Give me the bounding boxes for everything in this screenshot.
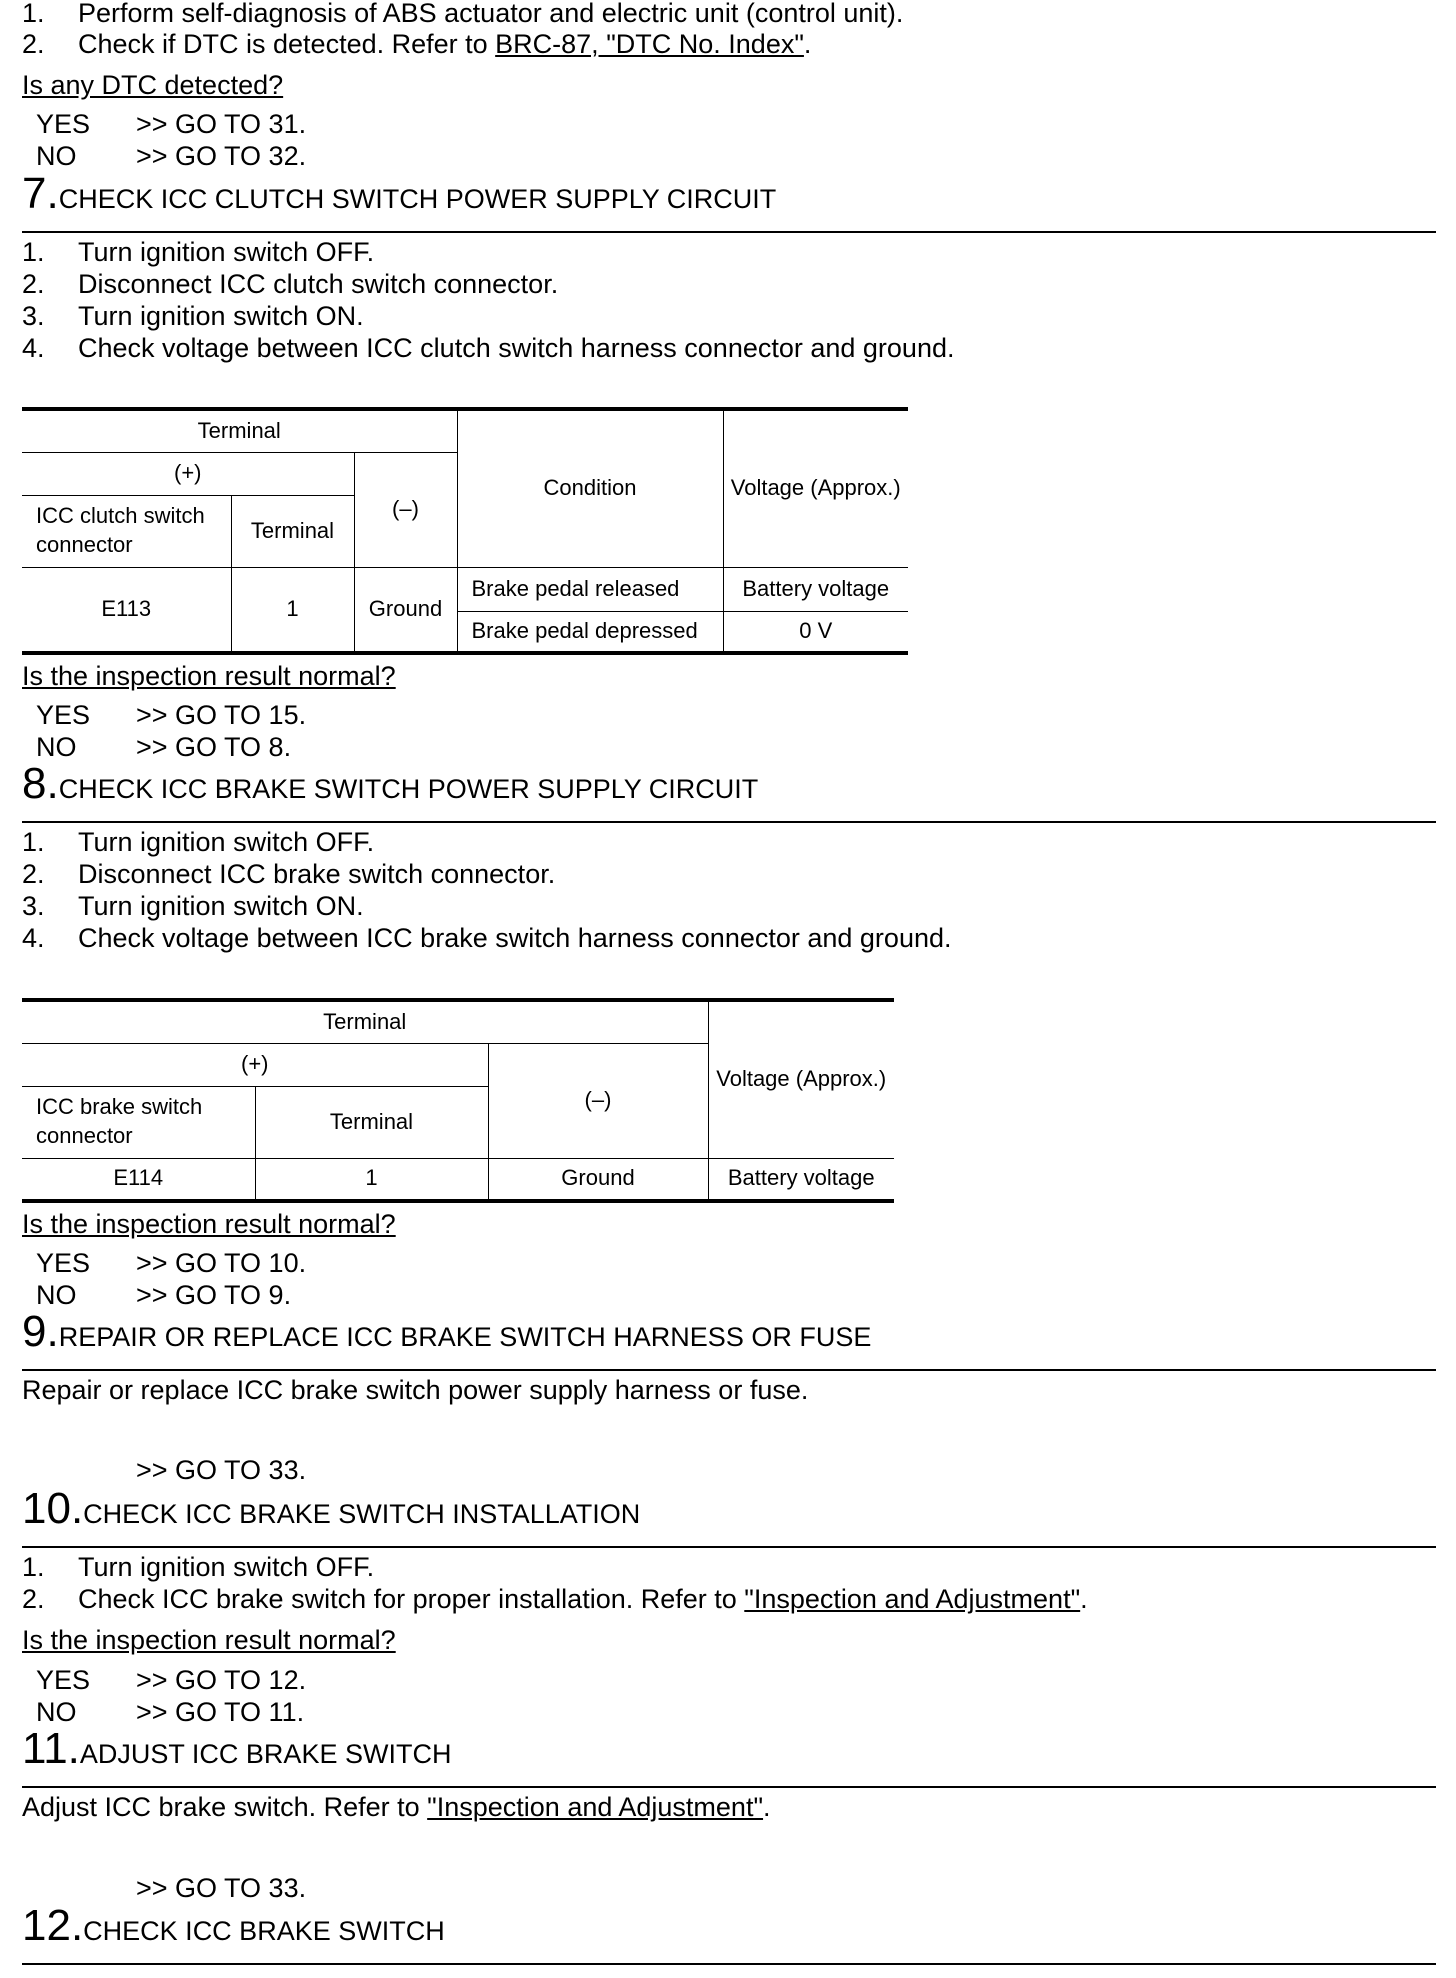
step-title: REPAIR OR REPLACE ICC BRAKE SWITCH HARNESS OR FUSE — [58, 1322, 872, 1352]
cell-voltage: Battery voltage — [708, 1158, 894, 1201]
dtc-index-link[interactable]: BRC-87, "DTC No. Index" — [495, 29, 804, 59]
cell-ground: Ground — [488, 1158, 708, 1201]
divider — [22, 1546, 1436, 1548]
inspection-adjustment-link[interactable]: "Inspection and Adjustment" — [744, 1584, 1081, 1614]
item-number: 1. — [22, 827, 45, 857]
step-7-item-2 — [22, 269, 559, 299]
yes-label: YES — [36, 109, 91, 139]
item-text: Turn ignition switch ON. — [78, 301, 364, 331]
question-dtc: Is any DTC detected? — [22, 70, 284, 100]
step-9-heading — [22, 1307, 872, 1356]
divider — [22, 1963, 1436, 1965]
header-minus: (–) — [354, 452, 457, 567]
no-label: NO — [36, 141, 77, 171]
item-text: Turn ignition switch OFF. — [78, 827, 375, 857]
cell-voltage-released: Battery voltage — [723, 567, 908, 611]
header-minus: (–) — [488, 1043, 708, 1158]
go-to-link[interactable]: >> GO TO 12. — [136, 1665, 307, 1695]
header-terminal-col: Terminal — [231, 495, 354, 567]
item-number: 4. — [22, 333, 45, 363]
item-number: 1. — [22, 0, 45, 28]
step-10-heading — [22, 1484, 641, 1533]
step-8-item-2 — [22, 859, 556, 889]
cell-connector: E113 — [22, 567, 231, 653]
item-number: 2. — [22, 1584, 45, 1614]
answer-yes — [36, 1667, 306, 1694]
step-number: 12. — [22, 1901, 84, 1950]
item-number: 2. — [22, 29, 45, 59]
clutch-switch-voltage-table — [22, 407, 908, 655]
cell-connector: E114 — [22, 1158, 255, 1201]
header-terminal: Terminal — [22, 409, 457, 452]
yes-label: YES — [36, 700, 91, 730]
item-text: Turn ignition switch OFF. — [78, 1552, 375, 1582]
item-number: 3. — [22, 891, 45, 921]
go-to-link[interactable]: >> GO TO 33. — [136, 1455, 307, 1485]
step-title: CHECK ICC BRAKE SWITCH POWER SUPPLY CIRCUIT — [58, 774, 759, 804]
step-number: 11. — [22, 1724, 80, 1773]
step-8-item-4 — [22, 923, 952, 953]
no-label: NO — [36, 732, 77, 762]
go-to-link[interactable]: >> GO TO 33. — [136, 1873, 307, 1903]
top-item-1 — [22, 0, 904, 28]
step-number: 10. — [22, 1484, 84, 1533]
step-number: 8. — [22, 759, 59, 808]
item-text: Disconnect ICC brake switch connector. — [78, 859, 556, 889]
item-text: Check voltage between ICC clutch switch harness connector and ground. — [78, 333, 955, 363]
item-tail: . — [763, 1792, 771, 1822]
item-number: 3. — [22, 301, 45, 331]
step-9-text: Repair or replace ICC brake switch power supply harness or fuse. — [22, 1375, 809, 1405]
step-8-item-3 — [22, 891, 364, 921]
go-to-link[interactable]: >> GO TO 31. — [136, 109, 307, 139]
step-7-item-3 — [22, 301, 364, 331]
cell-terminal: 1 — [255, 1158, 488, 1201]
step-title: ADJUST ICC BRAKE SWITCH — [79, 1739, 452, 1769]
yes-label: YES — [36, 1248, 91, 1278]
header-connector: ICC brake switch connector — [22, 1086, 255, 1158]
go-to-link[interactable]: >> GO TO 11. — [136, 1697, 305, 1727]
answer-yes — [36, 702, 306, 729]
brake-switch-voltage-table — [22, 998, 894, 1203]
yes-label: YES — [36, 1665, 91, 1695]
step-title: CHECK ICC CLUTCH SWITCH POWER SUPPLY CIRCUIT — [58, 184, 777, 214]
item-number: 1. — [22, 1552, 45, 1582]
divider — [22, 821, 1436, 823]
answer-no — [36, 1282, 291, 1309]
inspection-adjustment-link[interactable]: "Inspection and Adjustment" — [427, 1792, 764, 1822]
item-number: 1. — [22, 237, 45, 267]
step-8-item-1 — [22, 827, 375, 857]
answer-no — [36, 734, 291, 761]
header-plus: (+) — [22, 1043, 488, 1086]
step-7-heading — [22, 169, 777, 218]
step-title: CHECK ICC BRAKE SWITCH — [83, 1916, 445, 1946]
go-to-link[interactable]: >> GO TO 15. — [136, 700, 307, 730]
header-voltage: Voltage (Approx.) — [723, 409, 908, 567]
header-condition: Condition — [457, 409, 723, 567]
step-10-item-2 — [22, 1584, 1088, 1614]
divider — [22, 1786, 1436, 1788]
answer-no — [36, 1699, 304, 1726]
step-7-item-4 — [22, 333, 955, 363]
header-plus: (+) — [22, 452, 354, 495]
answer-yes — [36, 111, 306, 138]
step-number: 7. — [22, 169, 59, 218]
item-number: 2. — [22, 859, 45, 889]
step-10-item-1 — [22, 1552, 375, 1582]
no-label: NO — [36, 1697, 77, 1727]
go-to-link[interactable]: >> GO TO 9. — [136, 1280, 292, 1310]
divider — [22, 231, 1436, 233]
question-step-7: Is the inspection result normal? — [22, 661, 396, 691]
item-text: Perform self-diagnosis of ABS actuator and electric unit (control unit). — [78, 0, 904, 28]
header-voltage: Voltage (Approx.) — [708, 1000, 894, 1158]
item-text: Turn ignition switch ON. — [78, 891, 364, 921]
cell-ground: Ground — [354, 567, 457, 653]
item-number: 4. — [22, 923, 45, 953]
go-to-link[interactable]: >> GO TO 32. — [136, 141, 307, 171]
question-step-8: Is the inspection result normal? — [22, 1209, 396, 1239]
item-text: Check ICC brake switch for proper installation. Refer to — [78, 1584, 745, 1614]
step-title: CHECK ICC BRAKE SWITCH INSTALLATION — [83, 1499, 641, 1529]
item-text: Check if DTC is detected. Refer to — [78, 29, 496, 59]
item-tail: . — [803, 29, 812, 59]
header-terminal-col: Terminal — [255, 1086, 488, 1158]
answer-yes — [36, 1250, 306, 1277]
step-number: 9. — [22, 1307, 59, 1356]
item-text: Disconnect ICC clutch switch connector. — [78, 269, 559, 299]
step-11-heading — [22, 1724, 452, 1773]
item-text: Adjust ICC brake switch. Refer to — [22, 1792, 428, 1822]
item-text: Turn ignition switch OFF. — [78, 237, 375, 267]
go-to-link[interactable]: >> GO TO 10. — [136, 1248, 307, 1278]
divider — [22, 1369, 1436, 1371]
step-7-item-1 — [22, 237, 375, 267]
header-connector: ICC clutch switch connector — [22, 495, 231, 567]
answer-no — [36, 143, 306, 170]
header-terminal: Terminal — [22, 1000, 708, 1043]
step-12-heading — [22, 1901, 445, 1950]
step-8-heading — [22, 759, 759, 808]
item-text: Check voltage between ICC brake switch harness connector and ground. — [78, 923, 952, 953]
cell-voltage-depressed: 0 V — [723, 611, 908, 653]
cell-condition-released: Brake pedal released — [457, 567, 723, 611]
go-to-link[interactable]: >> GO TO 8. — [136, 732, 292, 762]
step-11-text — [22, 1794, 771, 1821]
item-tail: . — [1080, 1584, 1088, 1614]
item-number: 2. — [22, 269, 45, 299]
no-label: NO — [36, 1280, 77, 1310]
question-step-10: Is the inspection result normal? — [22, 1625, 396, 1655]
cell-condition-depressed: Brake pedal depressed — [457, 611, 723, 653]
top-item-2 — [22, 29, 812, 59]
cell-terminal: 1 — [231, 567, 354, 653]
